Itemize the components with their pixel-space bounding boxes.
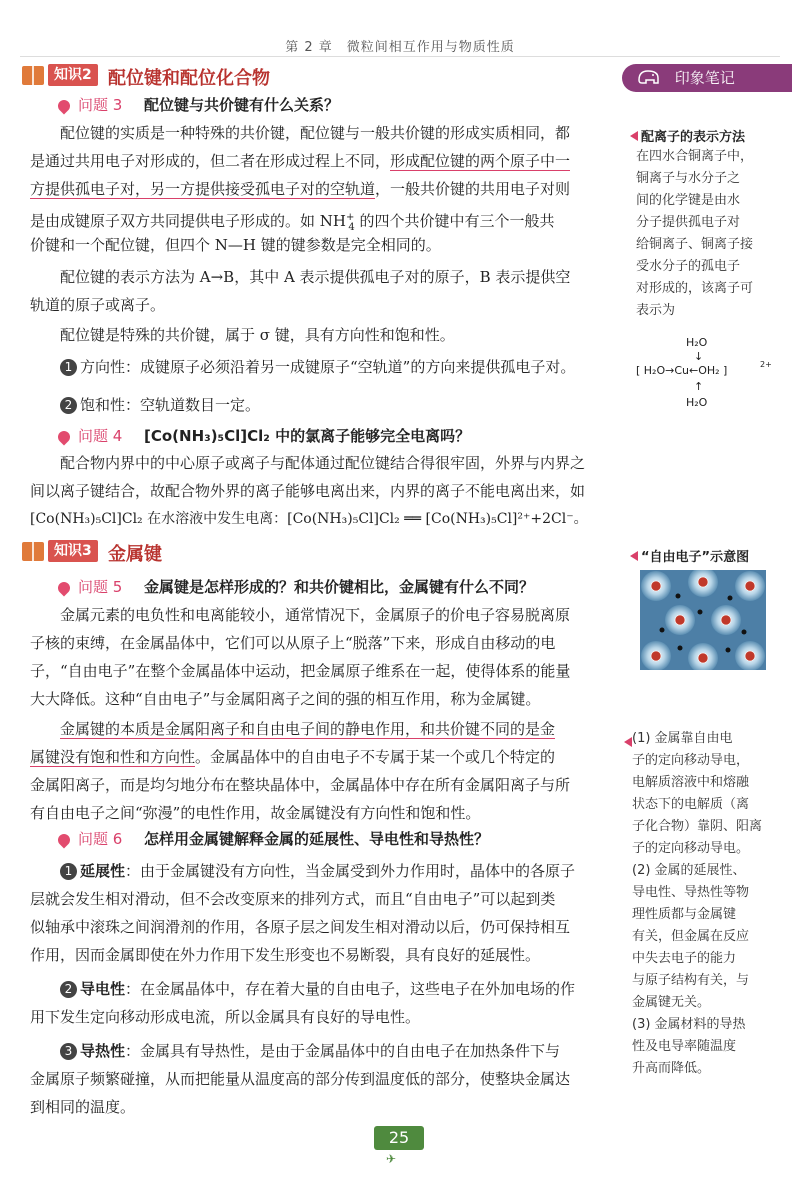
- number-badge: 1: [60, 359, 77, 376]
- book-icon: [22, 542, 44, 561]
- question-icon: [56, 580, 73, 597]
- section-badge: 知识3: [48, 540, 98, 562]
- paragraph-line: 方提供孤电子对，另一方提供接受孤电子对的空轨道，一般共价键的共用电子对则: [30, 180, 571, 198]
- list-item: 2 饱和性：空轨道数目一定。: [60, 392, 260, 419]
- paragraph-line: 层就会发生相对滑动，但不会改变原来的排列方式，而且“自由电子”可以起到类: [30, 890, 556, 908]
- underlined-text: 形成配位键的两个原子中一: [390, 152, 571, 170]
- paragraph-line: 配位键的表示方法为 A→B，其中 A 表示提供孤电子对的原子，B 表示提供空: [60, 268, 571, 286]
- underlined-text: 属键没有饱和性和方向性: [30, 748, 196, 766]
- list-item: 1 方向性：成键原子必须沿着另一成键原子“空轨道”的方向来提供孤电子对。: [60, 354, 575, 381]
- question-text: 怎样用金属键解释金属的延展性、导电性和导热性？: [144, 830, 490, 848]
- paragraph-line: 是由成键原子双方共同提供电子形成的。如 $NH^+_4$ 的四个共价键中有三个一般共: [30, 212, 555, 233]
- question-text: 金属键是怎样形成的？和共价键相比，金属键有什么不同？: [144, 578, 535, 596]
- paragraph-line: 间以离子键结合，故配合物外界的离子能够电离出来，内界的离子不能电离出来，如: [30, 482, 586, 500]
- paragraph-line: 用下发生定向移动形成电流，所以金属具有良好的导电性。: [30, 1008, 421, 1026]
- paragraph-line: 属键没有饱和性和方向性。金属晶体中的自由电子不专属于某一个或几个特定的: [30, 748, 556, 766]
- number-badge: 1: [60, 863, 77, 880]
- paragraph-line: [Co(NH₃)₅Cl]Cl₂ 在水溶液中发生电离：[Co(NH₃)₅Cl]Cl₂ ══ [Co(NH₃)₅Cl]²⁺+2Cl⁻。: [30, 511, 588, 527]
- formula-top: H₂O: [686, 336, 708, 349]
- paragraph-line: 作用，因而金属即使在外力作用下发生形变也不易断裂，具有良好的延展性。: [30, 946, 541, 964]
- list-item: 2 导电性：在金属晶体中，存在着大量的自由电子，这些电子在外加电场的作: [60, 976, 575, 1003]
- paragraph-line: 配位键是特殊的共价键，属于 σ 键，具有方向性和饱和性。: [60, 326, 455, 344]
- header-rule: [20, 56, 780, 57]
- sidebar-note-heading: 配离子的表示方法: [630, 126, 745, 145]
- paragraph-line: 子核的束缚，在金属晶体中，它们可以从原子上“脱落”下来，形成自由移动的电: [30, 634, 556, 652]
- paragraph-line: 配合物内界中的中心原子或离子与配体通过配位键结合得很牢固，外界与内界之: [60, 454, 586, 472]
- number-badge: 2: [60, 981, 77, 998]
- paragraph-line: 轨道的原子或离子。: [30, 296, 166, 314]
- question-label: 问题 3: [78, 96, 123, 114]
- sidebar-note-heading: “自由电子”示意图: [630, 546, 749, 565]
- page-number: 25: [374, 1126, 424, 1150]
- question-icon: [56, 832, 73, 849]
- paragraph-line: 到相同的温度。: [30, 1098, 136, 1116]
- arrow-up-icon: ↑: [694, 380, 704, 393]
- paragraph-line: 配位键的实质是一种特殊的共价键，配位键与一般共价键的形成实质相同，都: [60, 124, 571, 142]
- elephant-icon: [636, 67, 662, 85]
- section-title: 金属键: [108, 544, 162, 565]
- number-badge: 3: [60, 1043, 77, 1060]
- book-icon: [22, 66, 44, 85]
- notes-title: 印象笔记: [674, 69, 735, 87]
- formula-bottom: H₂O: [686, 396, 708, 409]
- paragraph-line: 是通过共用电子对形成的，但二者在形成过程上不同，形成配位键的两个原子中一: [30, 152, 571, 170]
- underlined-text: 方提供孤电子对，另一方提供接受孤电子对的空轨道: [30, 180, 376, 198]
- question-icon: [56, 98, 73, 115]
- formula-middle: [ H₂O→Cu←OH₂ ]: [636, 364, 728, 377]
- pointer-icon: [630, 131, 638, 141]
- arrow-down-icon: ↓: [694, 350, 704, 363]
- question-label: 问题 4: [78, 427, 123, 445]
- paragraph-line: 金属阳离子，而是均匀地分布在整块晶体中，金属晶体中存在所有金属阳离子与所: [30, 776, 571, 794]
- list-item: 1 延展性：由于金属键没有方向性，当金属受到外力作用时，晶体中的各原子: [60, 858, 575, 885]
- notes-title-bar: [622, 64, 792, 92]
- question-icon: [56, 429, 73, 446]
- paragraph-line: 似轴承中滚珠之间润滑剂的作用，各原子层之间发生相对滑动以后，仍可保持相互: [30, 918, 571, 936]
- sidebar-note: (1) 金属靠自由电 子的定向移动导电， 电解质溶液中和熔融 状态下的电解质（离 子化合物）靠阴、阳离 子的定向移动导电。 (2) 金属的延展性、 导电性、导热性等物 理性质都与金属键 有关，但金属在反应 中失去电子的能力 与原子结构有关，与 金属键无关。 (3) 金属材料的导热 性及电导率随温度 升高而降低。: [632, 731, 763, 1076]
- question-label: 问题 5: [78, 578, 123, 596]
- paragraph-line: 有自由电子之间“弥漫”的电性作用，故金属键没有方向性和饱和性。: [30, 804, 481, 822]
- paragraph-line: 大大降低。这种“自由电子”与金属阳离子之间的强的相互作用，称为金属键。: [30, 690, 541, 708]
- paragraph-line: 子，“自由电子”在整个金属晶体中运动，把金属原子维系在一起，使得体系的能量: [30, 662, 571, 680]
- question-text: [Co(NH₃)₅Cl]Cl₂ 中的氯离子能够完全电离吗？: [144, 427, 471, 445]
- question-label: 问题 6: [78, 830, 123, 848]
- bird-icon: ✈: [386, 1152, 397, 1166]
- pointer-icon: [630, 551, 638, 561]
- paragraph-line: [60, 716, 555, 743]
- list-item: 3 导热性：金属具有导热性，是由于金属晶体中的自由电子在加热条件下与: [60, 1038, 560, 1065]
- section-badge: 知识2: [48, 64, 98, 86]
- underlined-text: 金属键的本质是金属阳离子和自由电子间的静电作用，和共价键不同的是金: [60, 720, 556, 738]
- formula-charge: 2+: [760, 360, 772, 369]
- pointer-icon: [624, 732, 635, 751]
- paragraph-line: 价键和一个配位键，但四个 N—H 键的键参数是完全相同的。: [30, 236, 441, 254]
- section-title: 配位键和配位化合物: [108, 68, 270, 89]
- paragraph-line: 金属原子频繁碰撞，从而把能量从温度高的部分传到温度低的部分，使整块金属达: [30, 1070, 571, 1088]
- chapter-header: 第 2 章 微粒间相互作用与物质性质: [285, 40, 515, 55]
- number-badge: 2: [60, 397, 77, 414]
- question-text: 配位键与共价键有什么关系？: [144, 96, 340, 114]
- sidebar-note: 在四水合铜离子中， 铜离子与水分子之 间的化学键是由水 分子提供孤电子对 给铜离子、铜离子接 受水分子的孤电子 对形成的，该离子可 表示为: [636, 149, 754, 318]
- free-electron-diagram: [640, 570, 766, 670]
- paragraph-line: 金属元素的电负性和电离能较小，通常情况下，金属原子的价电子容易脱离原: [60, 606, 571, 624]
